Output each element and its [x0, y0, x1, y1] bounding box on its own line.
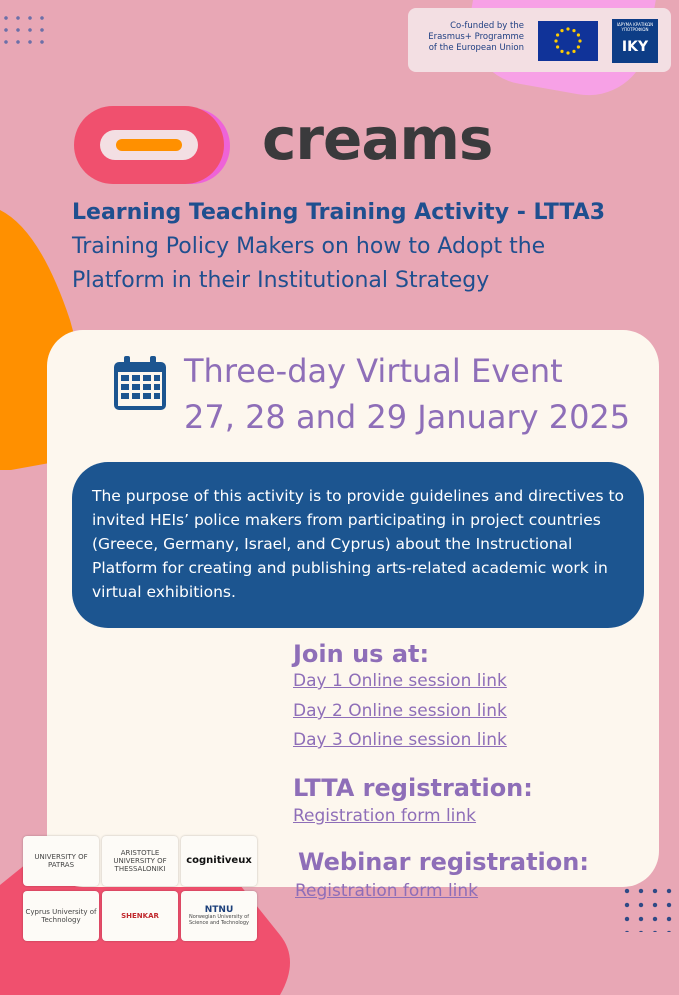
partner-shenkar-label: SHENKAR: [121, 912, 159, 920]
activity-subtitle-line2: Platform in their Institutional Strategy: [72, 268, 490, 293]
partner-logo-ntnu: [181, 891, 257, 941]
ltta-registration-link[interactable]: Registration form link: [293, 806, 477, 826]
event-type: Three-day Virtual Event: [184, 352, 563, 390]
decorative-dots-top-left: [0, 12, 50, 50]
creams-logo-icon: [74, 104, 240, 188]
day3-session-link[interactable]: Day 3 Online session link: [293, 730, 507, 750]
day1-session-link[interactable]: Day 1 Online session link: [293, 671, 507, 691]
day2-session-link[interactable]: Day 2 Online session link: [293, 701, 507, 721]
iky-subtitle: ΙΔΡΥΜΑ ΚΡΑΤΙΚΩΝ ΥΠΟΤΡΟΦΙΩΝ: [616, 22, 654, 32]
iky-logo: [612, 19, 658, 63]
partner-auth-label: ARISTOTLE UNIVERSITY OF THESSALONIKI: [113, 849, 167, 873]
funding-text: Co-funded by the Erasmus+ Programme of the European Union: [428, 21, 524, 53]
partner-logo-auth: [102, 836, 178, 886]
ltta-registration-heading: LTTA registration:: [293, 774, 533, 802]
partner-logo-shenkar: [102, 891, 178, 941]
webinar-registration-heading: Webinar registration:: [298, 848, 589, 876]
partner-cognitive-label: cognitiveux: [186, 855, 252, 866]
partner-logo-patras: [23, 836, 99, 886]
partner-cut-label: Cyprus University of Technology: [25, 908, 97, 924]
partner-logo-cut: [23, 891, 99, 941]
webinar-registration-link[interactable]: Registration form link: [295, 881, 479, 901]
partner-ntnu-sublabel: Norwegian University of Science and Technology: [188, 914, 250, 926]
decorative-dots-bottom-right: [620, 884, 679, 932]
activity-title: Learning Teaching Training Activity - LTTA3: [72, 200, 606, 225]
event-dates: 27, 28 and 29 January 2025: [184, 398, 631, 436]
activity-subtitle-line1: Training Policy Makers on how to Adopt the: [72, 234, 546, 259]
creams-wordmark: creams: [262, 105, 493, 173]
join-heading: Join us at:: [293, 640, 430, 668]
partner-patras-label: UNIVERSITY OF PATRAS: [34, 853, 88, 869]
partner-logo-cognitiveux: [181, 836, 257, 886]
description-text: The purpose of this activity is to provide guidelines and directives to invited HEIs’ police makers from participating in project countries (Greece, Germany, Israel, and Cyprus) about the Instructional Platform for creating and publishing arts-related academic work in virtual exhibitions.: [92, 487, 625, 601]
calendar-icon: [114, 356, 166, 410]
partner-ntnu-label: NTNU: [204, 905, 234, 915]
iky-label: IKY: [621, 39, 649, 55]
eu-flag-icon: [538, 21, 598, 61]
